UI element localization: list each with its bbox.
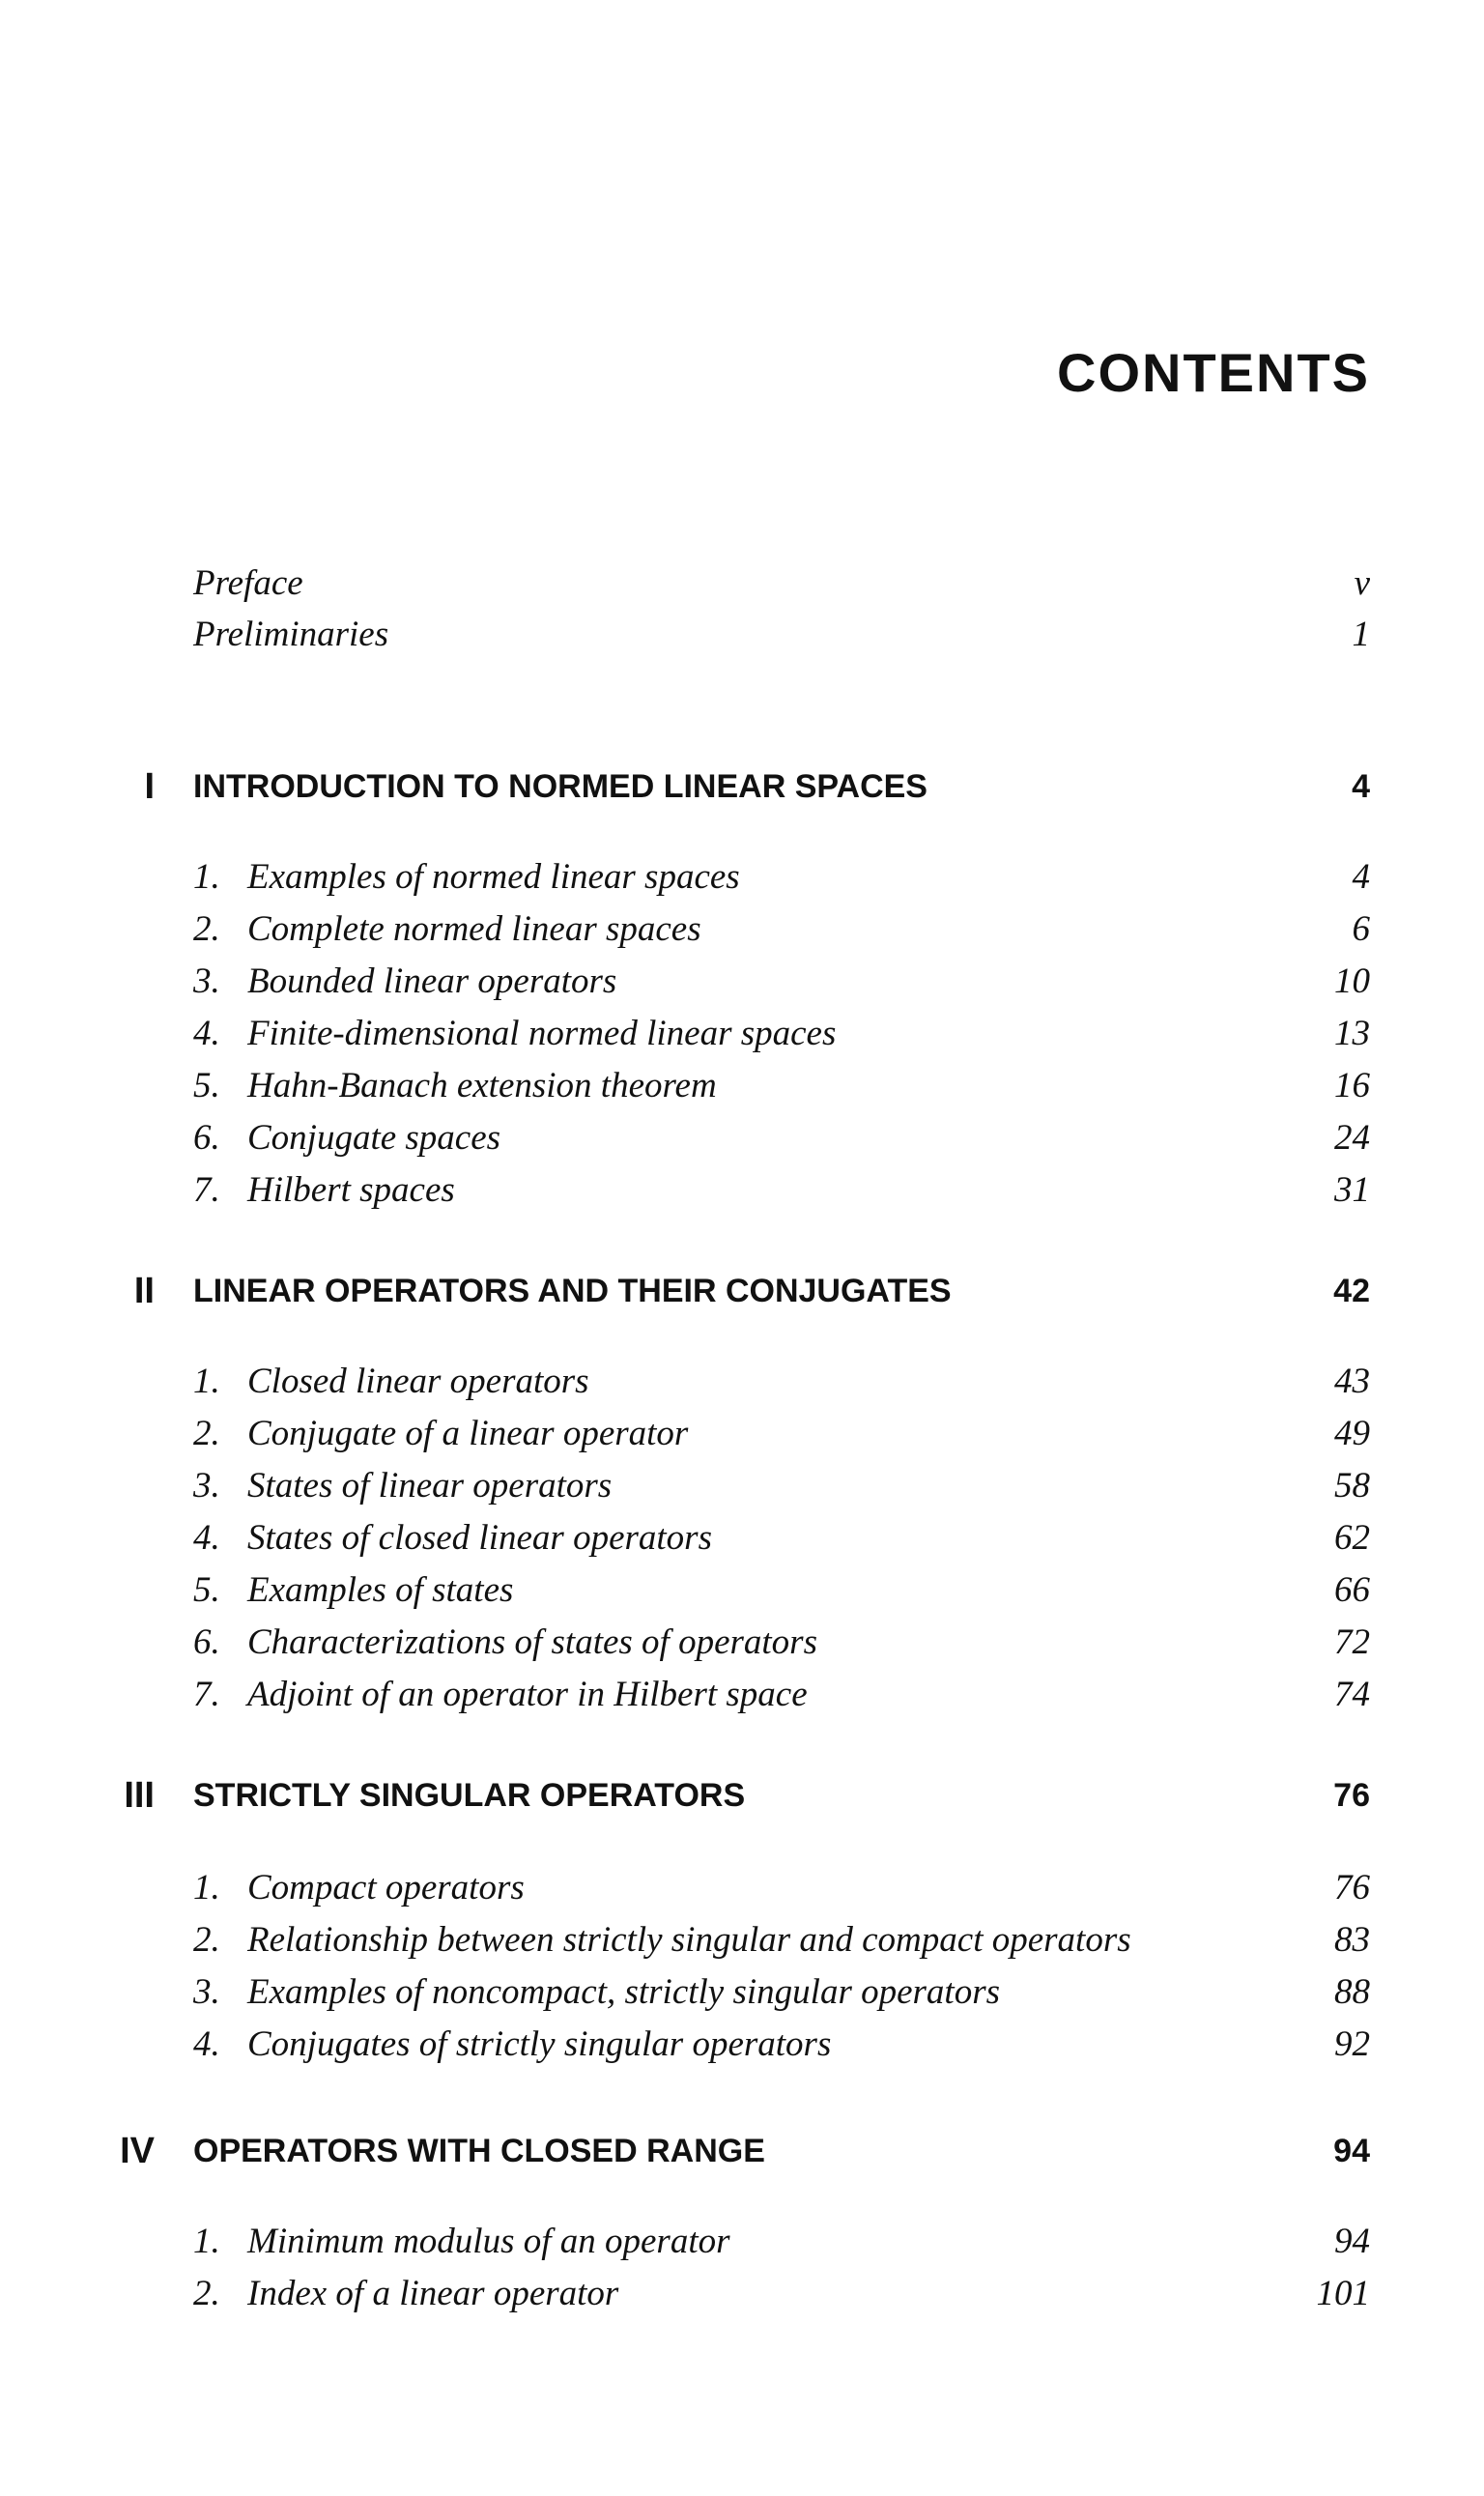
toc-entry-page: 1 [1352, 615, 1370, 654]
section-page: 24 [1334, 1118, 1370, 1158]
section-page: 49 [1334, 1414, 1370, 1453]
chapter-title: STRICTLY SINGULAR OPERATORS [193, 1777, 746, 1814]
chapter-title: INTRODUCTION TO NORMED LINEAR SPACES [193, 768, 928, 805]
toc-section[interactable] [193, 1009, 1370, 1059]
section-number: 4. [193, 1518, 220, 1558]
section-label: States of closed linear operators [247, 1518, 712, 1558]
toc-section[interactable] [193, 957, 1370, 1007]
section-label: Bounded linear operators [247, 961, 617, 1001]
section-number: 4. [193, 2024, 220, 2064]
section-number: 2. [193, 1414, 220, 1453]
section-number: 5. [193, 1066, 220, 1105]
toc-section[interactable] [193, 1863, 1370, 1913]
toc-section[interactable] [193, 1061, 1370, 1111]
section-page: 88 [1334, 1972, 1370, 2012]
chapter-numeral: II [133, 1271, 155, 1311]
section-page: 74 [1334, 1675, 1370, 1714]
toc-section[interactable] [193, 1113, 1370, 1163]
section-page: 58 [1334, 1466, 1370, 1506]
chapter-page: 4 [1352, 768, 1370, 805]
chapter-page: 76 [1333, 1777, 1370, 1814]
section-number: 2. [193, 909, 220, 949]
section-number: 2. [193, 1920, 220, 1960]
toc-section[interactable] [193, 1357, 1370, 1407]
toc-entry-label: Preface [193, 563, 303, 603]
section-label: Finite-dimensional normed linear spaces [247, 1014, 837, 1053]
section-page: 16 [1334, 1066, 1370, 1105]
chapter-title: OPERATORS WITH CLOSED RANGE [193, 2133, 765, 2169]
toc-section[interactable] [193, 1165, 1370, 1216]
section-label: Hilbert spaces [247, 1170, 455, 1210]
section-label: Conjugates of strictly singular operators [247, 2024, 832, 2064]
section-label: States of linear operators [247, 1466, 613, 1506]
chapter-numeral: I [144, 766, 155, 807]
toc-section[interactable] [193, 2020, 1370, 2070]
chapter-numeral: III [124, 1775, 155, 1816]
section-label: Examples of states [247, 1570, 514, 1610]
toc-section[interactable] [193, 1565, 1370, 1616]
toc-section[interactable] [193, 1618, 1370, 1668]
chapter-numeral: IV [120, 2131, 155, 2171]
toc-section[interactable] [193, 2217, 1370, 2267]
toc-entry-preliminaries[interactable] [193, 610, 1370, 660]
section-number: 5. [193, 1570, 220, 1610]
toc-section[interactable] [193, 1967, 1370, 2018]
section-label: Closed linear operators [247, 1362, 589, 1401]
chapter-page: 94 [1333, 2133, 1370, 2169]
toc-section[interactable] [193, 1670, 1370, 1720]
section-page: 92 [1334, 2024, 1370, 2064]
section-label: Examples of normed linear spaces [247, 857, 740, 897]
section-number: 3. [193, 1972, 220, 2012]
section-label: Complete normed linear spaces [247, 909, 701, 949]
section-number: 1. [193, 1362, 220, 1401]
section-page: 101 [1316, 2274, 1370, 2313]
section-label: Conjugate spaces [247, 1118, 501, 1158]
section-page: 76 [1334, 1868, 1370, 1908]
section-page: 10 [1334, 961, 1370, 1001]
toc-section[interactable] [193, 852, 1370, 903]
section-label: Index of a linear operator [247, 2274, 619, 2313]
section-label: Compact operators [247, 1868, 525, 1908]
section-page: 4 [1352, 857, 1370, 897]
section-page: 94 [1334, 2222, 1370, 2261]
section-number: 4. [193, 1014, 220, 1053]
chapter-heading-4[interactable] [77, 2124, 1370, 2178]
section-label: Characterizations of states of operators [247, 1622, 817, 1662]
section-page: 66 [1334, 1570, 1370, 1610]
section-number: 6. [193, 1622, 220, 1662]
toc-section[interactable] [193, 1513, 1370, 1564]
toc-entry-preface[interactable] [193, 559, 1370, 609]
chapter-title: LINEAR OPERATORS AND THEIR CONJUGATES [193, 1273, 952, 1309]
chapter-heading-1[interactable] [77, 760, 1370, 814]
section-page: 31 [1334, 1170, 1370, 1210]
toc-section[interactable] [193, 1915, 1370, 1965]
section-label: Hahn-Banach extension theorem [247, 1066, 717, 1105]
section-page: 43 [1334, 1362, 1370, 1401]
section-number: 1. [193, 857, 220, 897]
section-label: Minimum modulus of an operator [247, 2222, 730, 2261]
toc-section[interactable] [193, 1461, 1370, 1511]
section-number: 6. [193, 1118, 220, 1158]
toc-entry-label: Preliminaries [193, 615, 389, 654]
chapter-heading-2[interactable] [77, 1264, 1370, 1318]
page-title: CONTENTS [1057, 342, 1370, 403]
section-page: 13 [1334, 1014, 1370, 1053]
section-number: 3. [193, 961, 220, 1001]
section-number: 2. [193, 2274, 220, 2313]
toc-section[interactable] [193, 1409, 1370, 1459]
section-page: 62 [1334, 1518, 1370, 1558]
section-number: 3. [193, 1466, 220, 1506]
chapter-heading-3[interactable] [77, 1768, 1370, 1822]
toc-entry-page: v [1354, 563, 1370, 603]
section-label: Examples of noncompact, strictly singular operators [247, 1972, 1000, 2012]
section-label: Adjoint of an operator in Hilbert space [247, 1675, 808, 1714]
section-label: Conjugate of a linear operator [247, 1414, 689, 1453]
section-number: 1. [193, 1868, 220, 1908]
section-number: 7. [193, 1675, 220, 1714]
section-label: Relationship between strictly singular and compact operators [247, 1920, 1131, 1960]
toc-section[interactable] [193, 2269, 1370, 2319]
section-number: 1. [193, 2222, 220, 2261]
toc-section[interactable] [193, 904, 1370, 955]
section-page: 72 [1334, 1622, 1370, 1662]
chapter-page: 42 [1333, 1273, 1370, 1309]
section-page: 83 [1334, 1920, 1370, 1960]
section-number: 7. [193, 1170, 220, 1210]
section-page: 6 [1352, 909, 1370, 949]
